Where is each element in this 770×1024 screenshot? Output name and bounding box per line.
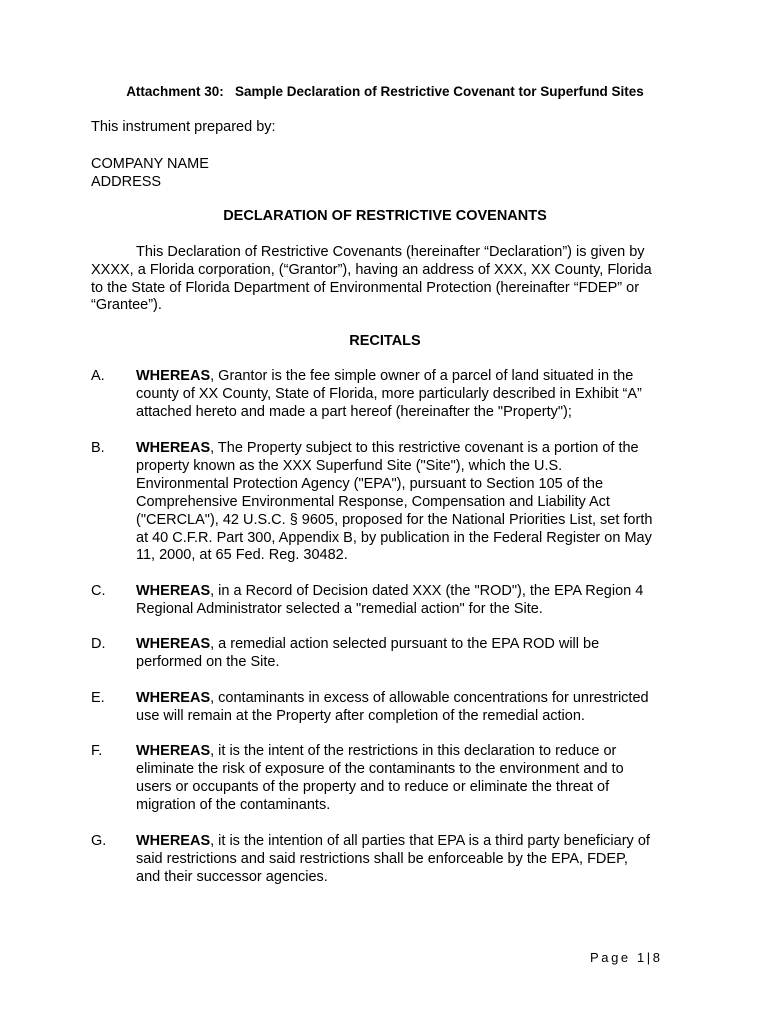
page-number: Page 1|8 bbox=[590, 950, 663, 965]
intro-line: to the State of Florida Department of Environmental Protection (hereinafter “FDEP” or bbox=[91, 279, 640, 296]
recital-keyword: WHEREAS bbox=[136, 583, 211, 599]
company-name: COMPANY NAME bbox=[91, 156, 209, 172]
recital-line bbox=[136, 583, 681, 601]
recital-keyword: WHEREAS bbox=[136, 636, 211, 652]
recital-text: , it is the intention of all parties that EPA is a third party beneficiary of bbox=[210, 833, 650, 849]
recital-text: , Grantor is the fee simple owner of a parcel of land situated in the bbox=[210, 368, 634, 384]
recital-a bbox=[91, 368, 681, 422]
recital-keyword: WHEREAS bbox=[136, 690, 211, 706]
recital-body bbox=[136, 440, 681, 565]
recital-line: users or occupants of the property and to reduce or eliminate the threat of bbox=[136, 778, 610, 795]
recital-text: , contaminants in excess of allowable concentrations for unrestricted bbox=[210, 690, 649, 706]
recital-line bbox=[136, 368, 681, 386]
recital-line bbox=[136, 833, 681, 851]
recital-keyword: WHEREAS bbox=[136, 833, 211, 849]
prepared-by-line: This instrument prepared by: bbox=[91, 119, 276, 135]
company-block bbox=[91, 155, 209, 191]
recital-e bbox=[91, 690, 681, 726]
recital-body bbox=[136, 833, 681, 887]
company-address: ADDRESS bbox=[91, 174, 162, 190]
recital-line: Environmental Protection Agency ("EPA"), pursuant to Section 105 of the bbox=[136, 475, 604, 492]
recital-line bbox=[136, 440, 681, 458]
recital-letter: C. bbox=[91, 583, 106, 599]
recital-g bbox=[91, 833, 681, 887]
recital-line: Comprehensive Environmental Response, Compensation and Liability Act bbox=[136, 493, 610, 510]
recital-keyword: WHEREAS bbox=[136, 743, 211, 759]
recital-f bbox=[91, 743, 681, 815]
recitals-heading: RECITALS bbox=[349, 333, 421, 349]
recital-line bbox=[136, 636, 681, 654]
recital-line: ("CERCLA"), 42 U.S.C. § 9605, proposed for the National Priorities List, set forth bbox=[136, 511, 653, 528]
recital-keyword: WHEREAS bbox=[136, 368, 211, 384]
recital-keyword: WHEREAS bbox=[136, 440, 211, 456]
recital-letter: B. bbox=[91, 440, 105, 456]
recital-text: , a remedial action selected pursuant to the EPA ROD will be bbox=[210, 636, 600, 652]
recital-line bbox=[136, 743, 681, 761]
recital-text: , The Property subject to this restrictive covenant is a portion of the bbox=[210, 440, 639, 456]
recital-body bbox=[136, 690, 681, 726]
recital-letter: G. bbox=[91, 833, 107, 849]
attachment-title: Attachment 30: Sample Declaration of Restrictive Covenant tor Superfund Sites bbox=[126, 84, 644, 99]
recital-letter: D. bbox=[91, 636, 106, 652]
recital-line bbox=[136, 690, 681, 708]
recital-line: property known as the XXX Superfund Site ("Site"), which the U.S. bbox=[136, 457, 563, 474]
intro-paragraph bbox=[91, 244, 677, 315]
recital-line: and their successor agencies. bbox=[136, 868, 328, 885]
recital-line: attached hereto and made a part hereof (hereinafter the "Property"); bbox=[136, 403, 572, 420]
recital-body bbox=[136, 636, 681, 672]
recital-line: county of XX County, State of Florida, more particularly described in Exhibit “A” bbox=[136, 385, 642, 402]
declaration-heading: DECLARATION OF RESTRICTIVE COVENANTS bbox=[223, 208, 547, 224]
recital-letter: E. bbox=[91, 690, 105, 706]
recital-letter: F. bbox=[91, 743, 103, 759]
recital-line: migration of the contaminants. bbox=[136, 796, 331, 813]
recital-line: performed on the Site. bbox=[136, 653, 280, 670]
recital-line: Regional Administrator selected a "remedial action" for the Site. bbox=[136, 600, 543, 617]
recital-line: use will remain at the Property after completion of the remedial action. bbox=[136, 707, 585, 724]
recital-body bbox=[136, 743, 681, 815]
intro-line: This Declaration of Restrictive Covenants (hereinafter “Declaration”) is given by bbox=[136, 244, 645, 260]
recital-c bbox=[91, 583, 681, 619]
recital-line: 11, 2000, at 65 Fed. Reg. 30482. bbox=[136, 547, 348, 564]
recital-text: , it is the intent of the restrictions in this declaration to reduce or bbox=[210, 743, 617, 759]
recital-line: eliminate the risk of exposure of the contaminants to the environment and to bbox=[136, 760, 624, 777]
recital-line: said restrictions and said restrictions shall be enforceable by the EPA, FDEP, bbox=[136, 850, 628, 867]
recital-line: at 40 C.F.R. Part 300, Appendix B, by publication in the Federal Register on May bbox=[136, 529, 652, 546]
recital-body bbox=[136, 368, 681, 422]
recital-d bbox=[91, 636, 681, 672]
recital-body bbox=[136, 583, 681, 619]
intro-line: “Grantee”). bbox=[91, 297, 162, 314]
recital-b bbox=[91, 440, 681, 565]
recital-letter: A. bbox=[91, 368, 105, 384]
recital-text: , in a Record of Decision dated XXX (the "ROD"), the EPA Region 4 bbox=[210, 583, 644, 599]
intro-line: XXXX, a Florida corporation, (“Grantor”), having an address of XXX, XX County, Florida bbox=[91, 261, 652, 278]
